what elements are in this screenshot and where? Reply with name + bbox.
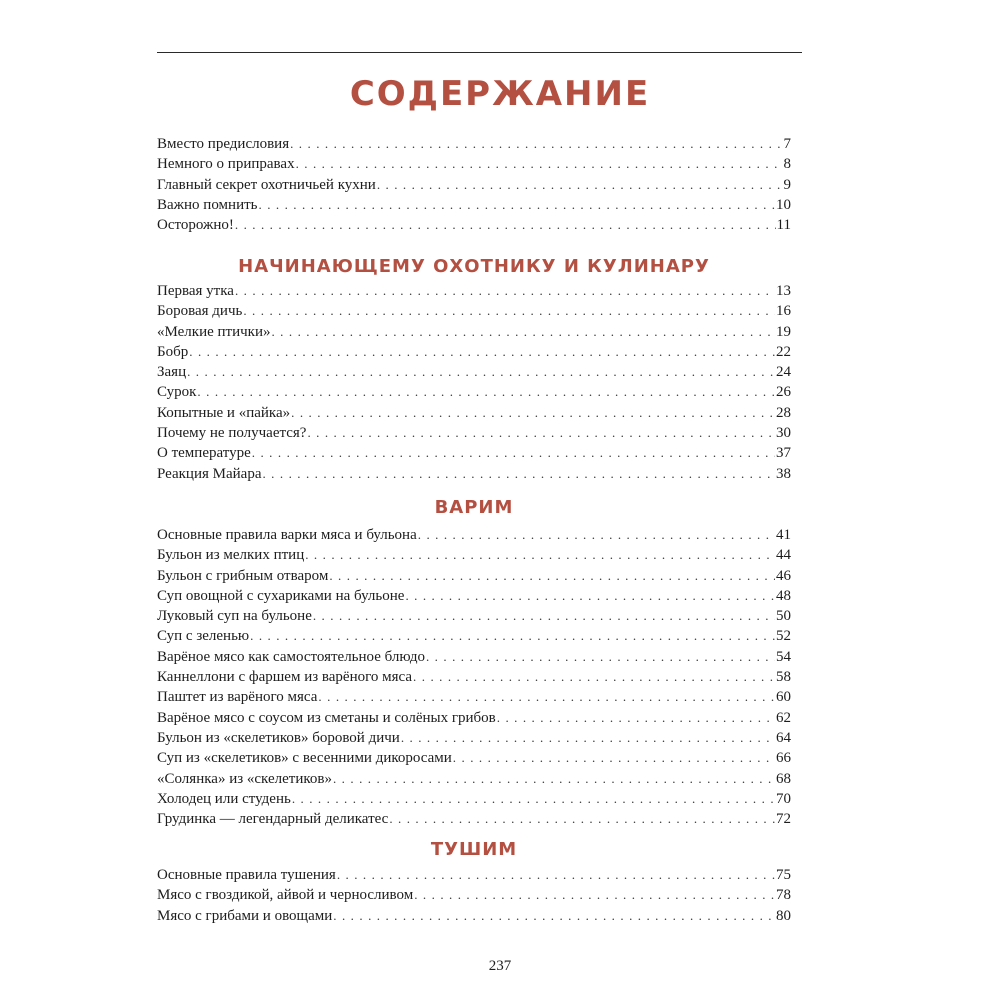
toc-entry-page: 11	[776, 217, 791, 234]
toc-section-stew	[157, 837, 791, 926]
toc-entry-title: Суп овощной с сухариками на бульоне	[157, 587, 405, 604]
dot-leader	[187, 362, 775, 382]
dot-leader	[243, 301, 775, 321]
dot-leader	[318, 687, 775, 707]
toc-entry-title: «Мелкие птички»	[157, 323, 271, 340]
toc-entry-title: Вместо предисловия	[157, 136, 290, 152]
dot-leader	[405, 586, 775, 606]
page-number: 237	[488, 958, 512, 974]
dot-leader	[271, 322, 775, 342]
toc-entry-title: Мясо с гвоздикой, айвой и черносливом	[157, 887, 414, 904]
toc-entry	[157, 134, 791, 154]
toc-entry-page: 9	[783, 176, 791, 193]
toc-entry-title: Каннеллони с фаршем из варёного мяса	[157, 669, 413, 686]
toc-section-beginner	[157, 254, 791, 484]
toc-entry	[157, 865, 791, 885]
toc-entry	[157, 281, 791, 301]
toc-entry-page: 48	[776, 587, 791, 604]
section-heading: ВАРИМ	[434, 497, 514, 518]
toc-entry-page: 62	[776, 709, 791, 726]
toc-entry-page: 13	[776, 283, 791, 299]
dot-leader	[333, 769, 775, 789]
toc-entry	[157, 322, 791, 342]
toc-entry	[157, 566, 791, 586]
dot-leader	[250, 626, 775, 646]
toc-entry-page: 78	[776, 887, 791, 904]
toc-entry	[157, 687, 791, 707]
dot-leader	[329, 566, 775, 586]
toc-entry-title: Реакция Майара	[157, 465, 262, 482]
toc-entry-page: 26	[776, 384, 791, 401]
toc-entry-title: Немного о приправах	[157, 156, 295, 173]
toc-entry	[157, 906, 791, 926]
dot-leader	[197, 382, 775, 402]
toc-entry-title: О температуре	[157, 445, 251, 462]
toc-entry-page: 8	[783, 156, 791, 173]
toc-entry	[157, 885, 791, 905]
toc-entry-title: Мясо с грибами и овощами	[157, 907, 333, 924]
toc-entry-title: Луковый суп на бульоне	[157, 608, 312, 625]
toc-entry-page: 41	[776, 527, 791, 543]
dot-leader	[389, 809, 775, 829]
toc-entry	[157, 175, 791, 195]
toc-entry-page: 24	[776, 364, 791, 381]
dot-leader	[292, 789, 775, 809]
toc-entry-title: Суп с зеленью	[157, 628, 250, 645]
dot-leader	[259, 195, 776, 215]
toc-entry	[157, 342, 791, 362]
toc-entry	[157, 748, 791, 768]
toc-entry-title: Первая утка	[157, 283, 234, 299]
toc-entry	[157, 195, 791, 215]
toc-entry-page: 52	[776, 628, 791, 645]
toc-entry-page: 28	[776, 404, 791, 421]
dot-leader	[252, 443, 775, 463]
toc-entry	[157, 525, 791, 545]
dot-leader	[337, 865, 775, 885]
toc-entry-title: Варёное мясо с соусом из сметаны и солёных грибов	[157, 709, 496, 726]
dot-leader	[313, 606, 775, 626]
toc-entry-title: Суп из «скелетиков» с весенними дикоросами	[157, 750, 452, 767]
toc-entry-title: Копытные и «пайка»	[157, 404, 291, 421]
dot-leader	[235, 215, 776, 235]
toc-entry-title: Бобр	[157, 343, 189, 360]
toc-entry-title: «Солянка» из «скелетиков»	[157, 770, 332, 787]
toc-entry-title: Осторожно!	[157, 217, 234, 234]
dot-leader	[414, 885, 775, 905]
toc-entry	[157, 586, 791, 606]
toc-entry	[157, 667, 791, 687]
toc-entry-title: Важно помнить	[157, 196, 258, 213]
toc-entry	[157, 403, 791, 423]
toc-entry-page: 68	[776, 770, 791, 787]
toc-entry-page: 16	[776, 303, 791, 320]
toc-entry-title: Основные правила варки мяса и бульона	[157, 527, 417, 543]
toc-entry-page: 54	[776, 648, 791, 665]
toc-entry-page: 66	[776, 750, 791, 767]
toc-entry	[157, 728, 791, 748]
toc-entry-page: 75	[776, 867, 791, 883]
toc-entry-title: Бульон из мелких птиц	[157, 547, 305, 564]
toc-entry-page: 38	[776, 465, 791, 482]
toc-entry-title: Заяц	[157, 364, 187, 381]
toc-entry-page: 44	[776, 547, 791, 564]
toc-entry-page: 7	[783, 136, 791, 152]
toc-entry-page: 60	[776, 689, 791, 706]
dot-leader	[418, 525, 775, 545]
toc-entry-title: Холодец или студень	[157, 790, 291, 807]
top-rule	[157, 52, 802, 53]
dot-leader	[189, 342, 775, 362]
toc-entry-title: Основные правила тушения	[157, 867, 336, 883]
dot-leader	[290, 134, 782, 154]
toc-entry-title: Боровая дичь	[157, 303, 243, 320]
toc-entry-title: Главный секрет охотничьей кухни	[157, 176, 376, 193]
toc-entry	[157, 215, 791, 235]
toc-entry	[157, 382, 791, 402]
toc-section-boil	[157, 495, 791, 829]
toc-entry-page: 10	[776, 196, 791, 213]
toc-entry-title: Бульон с грибным отваром	[157, 567, 329, 584]
toc-entry	[157, 606, 791, 626]
toc-entry-page: 30	[776, 425, 791, 442]
dot-leader	[401, 728, 775, 748]
dot-leader	[413, 667, 775, 687]
toc-entry-page: 72	[776, 811, 791, 828]
toc-entry-page: 70	[776, 790, 791, 807]
toc-entry	[157, 362, 791, 382]
toc-entry	[157, 647, 791, 667]
toc-entry-page: 37	[776, 445, 791, 462]
toc-entry-title: Сурок	[157, 384, 197, 401]
toc-entry-page: 80	[776, 907, 791, 924]
toc-entry	[157, 545, 791, 565]
toc-entry-title: Грудинка — легендарный деликатес	[157, 811, 389, 828]
toc-entry-title: Варёное мясо как самостоятельное блюдо	[157, 648, 425, 665]
page-title: СОДЕРЖАНИЕ	[349, 74, 651, 114]
toc-entry-page: 22	[776, 343, 791, 360]
dot-leader	[307, 423, 775, 443]
dot-leader	[333, 906, 775, 926]
dot-leader	[377, 175, 783, 195]
toc-entry	[157, 626, 791, 646]
toc-entry	[157, 301, 791, 321]
dot-leader	[235, 281, 775, 301]
toc-intro	[157, 134, 791, 235]
dot-leader	[426, 647, 775, 667]
toc-entry-page: 19	[776, 323, 791, 340]
toc-entry	[157, 769, 791, 789]
toc-entry	[157, 154, 791, 174]
toc-entry-page: 50	[776, 608, 791, 625]
dot-leader	[296, 154, 783, 174]
toc-entry	[157, 464, 791, 484]
toc-entry	[157, 789, 791, 809]
toc-entry-title: Почему не получается?	[157, 425, 307, 442]
dot-leader	[497, 708, 775, 728]
toc-entry-page: 46	[776, 567, 791, 584]
toc-entry	[157, 708, 791, 728]
toc-entry	[157, 443, 791, 463]
dot-leader	[305, 545, 775, 565]
section-heading: НАЧИНАЮЩЕМУ ОХОТНИКУ И КУЛИНАРУ	[238, 256, 710, 277]
toc-entry-title: Бульон из «скелетиков» боровой дичи	[157, 729, 400, 746]
dot-leader	[453, 748, 775, 768]
toc-entry-title: Паштет из варёного мяса	[157, 689, 318, 706]
toc-entry	[157, 809, 791, 829]
dot-leader	[262, 464, 775, 484]
toc-entry-page: 64	[776, 729, 791, 746]
dot-leader	[291, 403, 775, 423]
section-heading: ТУШИМ	[430, 839, 518, 860]
toc-entry	[157, 423, 791, 443]
toc-entry-page: 58	[776, 669, 791, 686]
